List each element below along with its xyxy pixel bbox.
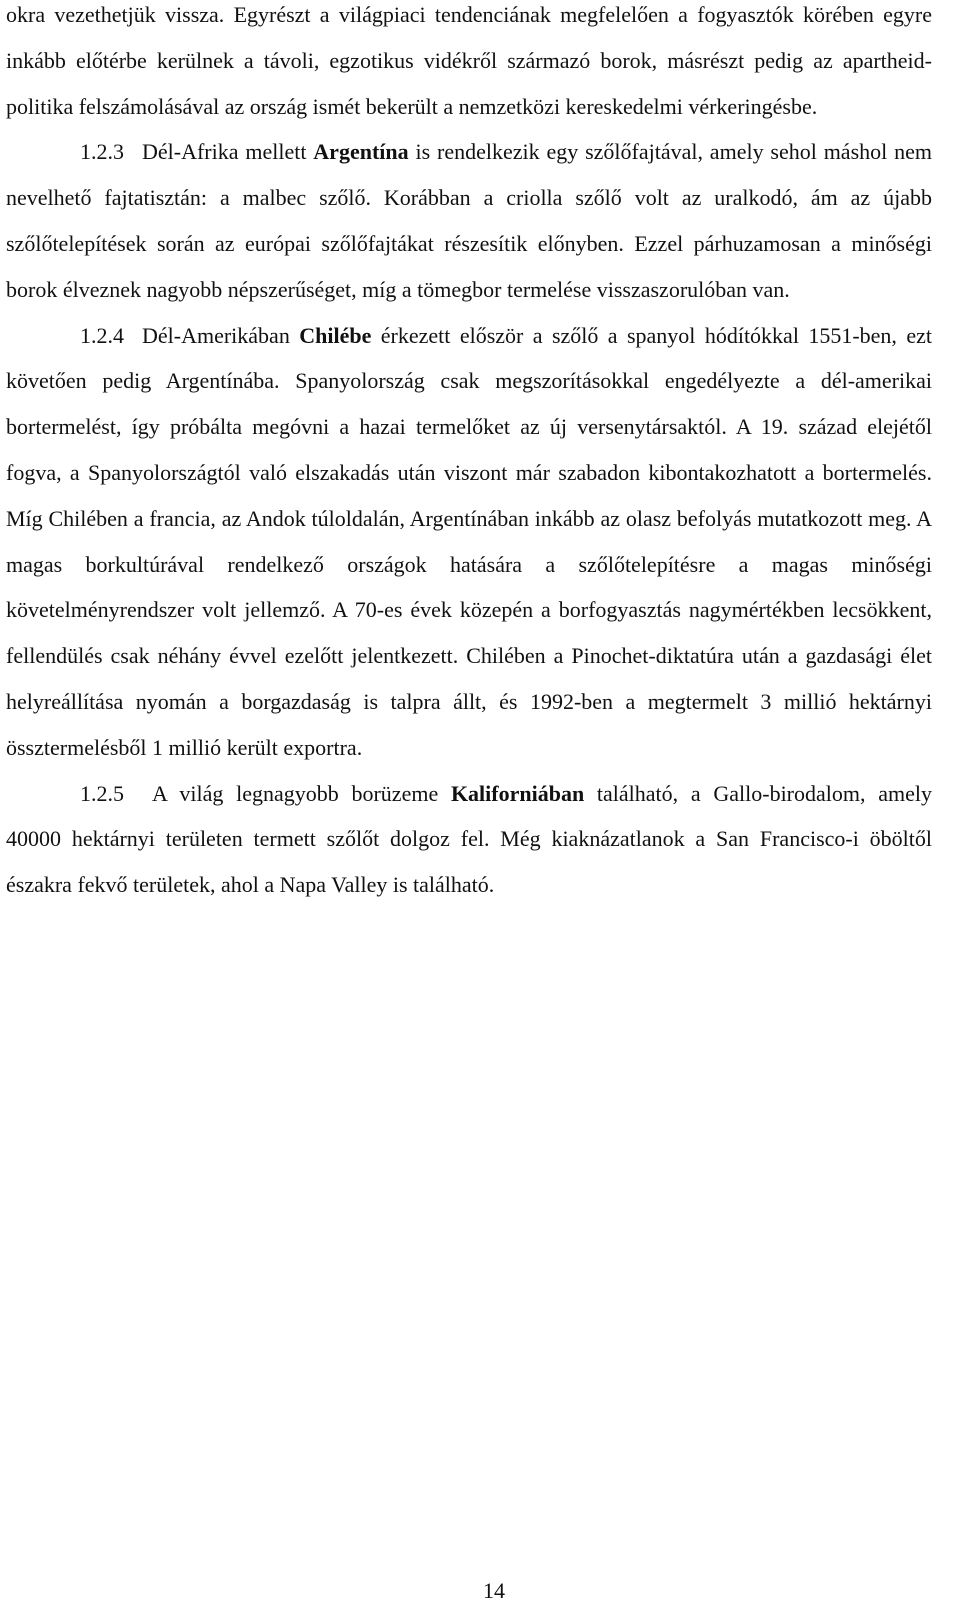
paragraph-chile-lead: Dél-Amerikában <box>142 322 300 348</box>
paragraph-argentina-body: is rendelkezik egy szőlőfajtával, amely sehol máshol nem nevelhető fajtatisztán: a malbec szőlő. Korábban a criolla szőlő volt az uralkodó, ám az újabb szőlőtelepítések során az európai szőlőfajtákat részesítik előnyben. Ezzel párhuzamosan a minőségi borok élveznek nagyobb népszerűséget, míg a tömegbor termelése visszaszorulóban van. <box>6 139 932 302</box>
document-page <box>6 0 932 908</box>
paragraph-california-lead: A világ legnagyobb borüzeme <box>152 780 451 806</box>
paragraph-argentina-lead: Dél-Afrika mellett <box>142 139 314 165</box>
paragraph-california <box>6 771 932 908</box>
section-number-1-2-3: 1.2.3 <box>80 139 124 165</box>
paragraph-intro <box>6 0 932 129</box>
paragraph-chile-body: érkezett először a szőlő a spanyol hódítókkal 1551-ben, ezt követően pedig Argentínába. Spanyolország csak megszorításokkal engedélyezte a dél-amerikai bortermelést, így próbálta megóvni a hazai termelőket az új versenytársaktól. A 19. század elejétől fogva, a Spanyolországtól való elszakadás után viszont már szabadon kibontakozhatott a bortermelés. Míg Chilében a francia, az Andok túloldalán, Argentínában inkább az olasz befolyás mutatkozott meg. A magas borkultúrával rendelkező országok hatására a szőlőtelepítésre a magas minőségi követelményrendszer volt jellemző. A 70-es évek közepén a borfogyasztás nagymértékben lecsökkent, fellendülés csak néhány évvel ezelőtt jelentkezett. Chilében a Pinochet-diktatúra után a gazdasági élet helyreállítása nyomán a borgazdaság is talpra állt, és 1992-ben a megtermelt 3 millió hektárnyi össztermelésből 1 millió került exportra. <box>6 322 932 760</box>
paragraph-california-body: található, a Gallo-birodalom, amely 40000 hektárnyi területen termett szőlőt dolgoz fel. Még kiaknázatlanok a San Francisco-i öböltől északra fekvő területek, ahol a Napa Valley is található. <box>6 780 932 898</box>
paragraph-california-keyword: Kaliforniában <box>450 780 585 806</box>
paragraph-argentina-keyword: Argentína <box>313 139 409 165</box>
section-number-1-2-5: 1.2.5 <box>80 780 124 806</box>
paragraph-chile-keyword: Chilébe <box>299 322 372 348</box>
paragraph-argentina <box>6 129 932 312</box>
paragraph-chile <box>6 313 932 771</box>
section-number-1-2-4: 1.2.4 <box>80 322 124 348</box>
paragraph-intro-text: okra vezethetjük vissza. Egyrészt a világpiaci tendenciának megfelelően a fogyasztók körében egyre inkább előtérbe kerülnek a távoli, egzotikus vidékről származó borok, másrészt pedig az apartheid-politika felszámolásával az ország ismét bekerült a nemzetközi kereskedelmi vérkeringésbe. <box>6 2 932 119</box>
page-number: 14 <box>483 1578 505 1603</box>
